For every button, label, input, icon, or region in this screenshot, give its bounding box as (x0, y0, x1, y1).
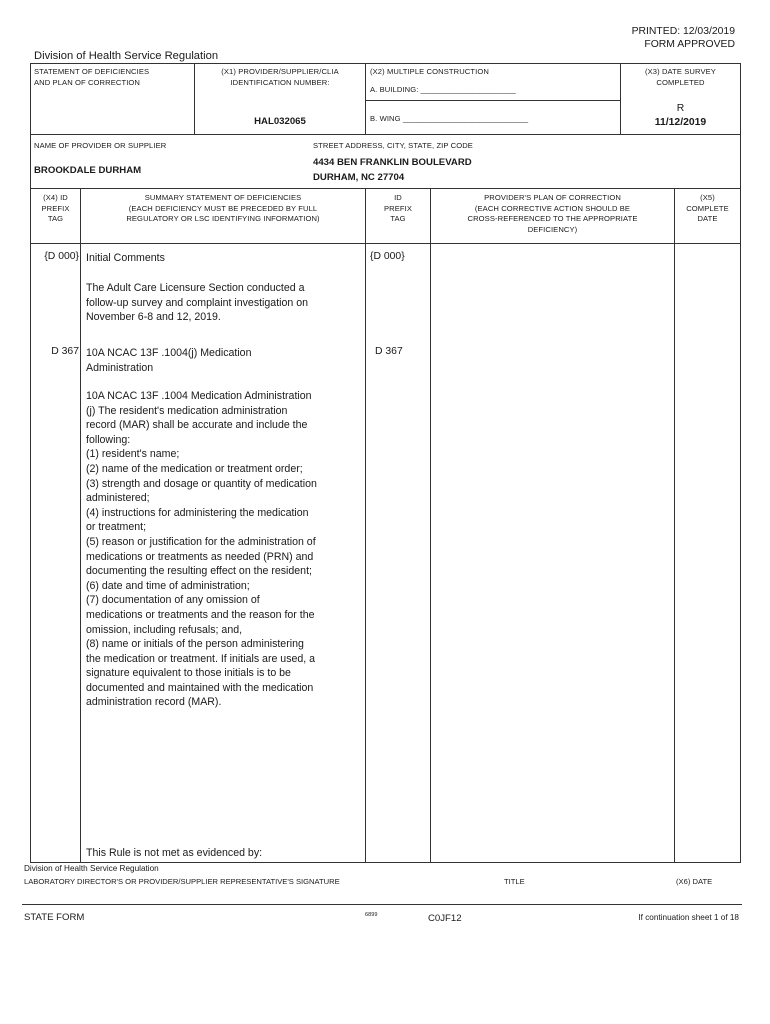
survey-code: R (676, 103, 685, 114)
provider-id: HAL032065 (254, 116, 306, 127)
street-line-2: DURHAM, NC 27704 (313, 172, 405, 183)
x1-label: (X1) PROVIDER/SUPPLIER/CLIA IDENTIFICATION NUMBER: (221, 67, 339, 87)
statement-label: STATEMENT OF DEFICIENCIES AND PLAN OF CORRECTION (34, 67, 150, 87)
entry-text-initial-comments: The Adult Care Licensure Section conducted a follow-up survey and complaint investigation on November 6-8 and 12, 2019. (86, 282, 309, 324)
column-summary-header: SUMMARY STATEMENT OF DEFICIENCIES (EACH DEFICIENCY MUST BE PRECEDED BY FULL REGULATORY OR LSC IDENTIFYING INFORMATION) (126, 193, 320, 223)
signature-label: LABORATORY DIRECTOR'S OR PROVIDER/SUPPLIER REPRESENTATIVE'S SIGNATURE (24, 877, 340, 886)
entry-tag-d000: {D 000} (44, 251, 79, 262)
form-code: 6899 (365, 912, 378, 918)
street-line-1: 4434 BEN FRANKLIN BOULEVARD (313, 157, 472, 168)
column-x4-header: (X4) ID PREFIX TAG (41, 193, 70, 223)
printed-date: PRINTED: 12/03/2019 (631, 26, 735, 37)
continuation-sheet: If continuation sheet 1 of 18 (638, 913, 739, 922)
column-id-header: ID PREFIX TAG (383, 193, 413, 223)
survey-date: 11/12/2019 (654, 117, 707, 128)
provider-name: BROOKDALE DURHAM (34, 165, 142, 176)
agency-name: Division of Health Service Regulation (34, 50, 219, 62)
building-field: A. BUILDING: ______________________ (370, 85, 516, 94)
title-label: TITLE (504, 877, 525, 886)
provider-name-label: NAME OF PROVIDER OR SUPPLIER (34, 141, 167, 150)
column-plan-header: PROVIDER'S PLAN OF CORRECTION (EACH CORRECTIVE ACTION SHOULD BE CROSS-REFERENCED TO THE APPROPRIATE DEFICIENCY) (467, 193, 638, 234)
state-form-label: STATE FORM (24, 912, 85, 923)
form-approved: FORM APPROVED (644, 39, 735, 50)
footer-agency: Division of Health Service Regulation (24, 864, 159, 873)
entry-footer-rule-not-met: This Rule is not met as evidenced by: (86, 847, 263, 859)
entry-text-medication-rule: 10A NCAC 13F .1004 Medication Administration (j) The resident's medication administration record (MAR) shall be accurate and include the following: (1) resident's name; (2) name of the medication or treatment order; (3) strength and dosage or quantity of medication administered; (4) instructions for administering the medication or treatment; (5) reason or justification for the administration of medications or treatments as needed (PRN) and documenting the resulting effect on the resident; (6) date and time of administration; (7) documentation of any omission of medications or treatments and the reason for the omission, including refusals; and, (8) name or initials of the person administering the medication or treatment. If initials are used, a signature equivalent to those initials is to be documented and maintained with the medication administration record (MAR). (86, 390, 317, 709)
footer-divider (22, 904, 742, 905)
entry-id-d000: {D 000} (370, 251, 405, 262)
street-label: STREET ADDRESS, CITY, STATE, ZIP CODE (313, 141, 473, 150)
entry-tag-d367: D 367 (51, 346, 79, 357)
event-id: C0JF12 (428, 913, 462, 924)
entry-id-d367: D 367 (375, 346, 403, 357)
x2-label: (X2) MULTIPLE CONSTRUCTION (370, 67, 489, 76)
wing-field: B. WING _____________________________ (370, 114, 529, 123)
x6-date-label: (X6) DATE (676, 877, 713, 886)
entry-title-initial-comments: Initial Comments (86, 252, 165, 264)
entry-title-medication-administration: 10A NCAC 13F .1004(j) Medication Administration (86, 347, 252, 374)
x3-label: (X3) DATE SURVEY COMPLETED (645, 67, 716, 87)
column-x5-header: (X5) COMPLETE DATE (686, 193, 729, 223)
